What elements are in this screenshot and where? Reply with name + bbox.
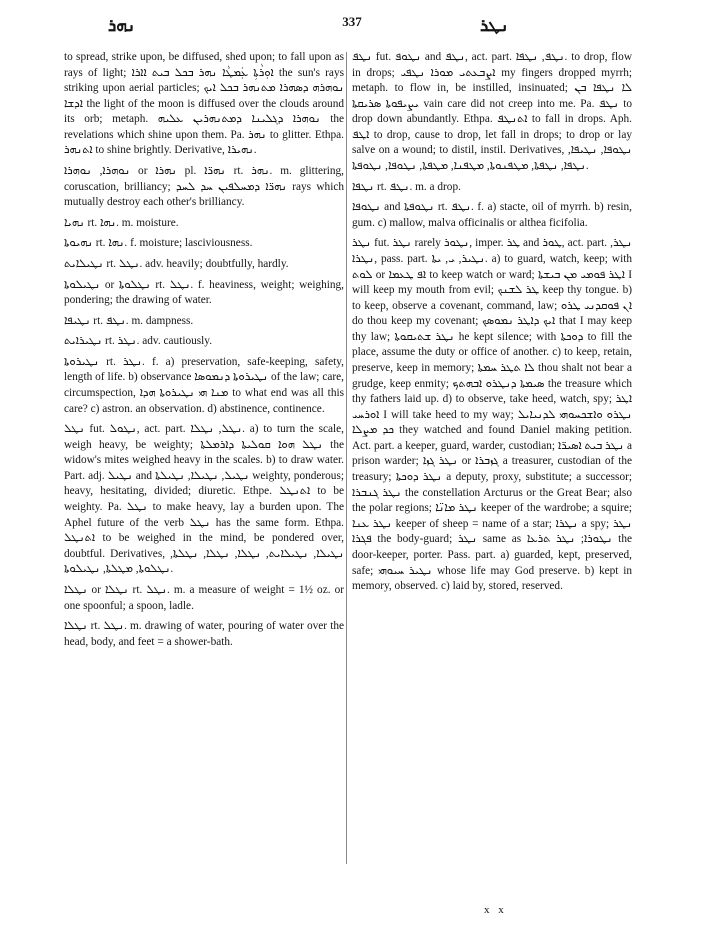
entry-text: ܢܛܦܐ rt. ܢܛܦ. m. a drop. xyxy=(352,180,461,193)
entry-text: ܢܛܦ fut. ܢܛܘܦ and ܢܛܦ, act. part. ܢܛܦ, ܢܛܦܐ. to drop, flow in drops; ܐܨܒܥܬܝ ܡܘܪܐ ܢܛܦܝ my fingers dropped myrrh; metaph. to flow in, be instilled, insinuated; ܠܐ ܢܛܦܐ ܒܢ ܝܨܝܦܘܬܐ ܣܪܝܩܬܐ vain care did not creep into me. Pa. ܢܛܦ to drop down abundantly. Ethpa. ܐܬܢܛܦ to fall in drops. Aph. ܐܛܦ to drop, cause to drop, let fall in drops; to drop or lay salve on a wound; to distil, instil. Derivatives, ܢܛܘܦܐ, ܢܛܝܦܐ, ܢܛܦܐ, ܢܛܦܬܐ, ܡܛܦܢܘܬܐ, ܡܛܦܢܐ, ܡܛܦܬܐ, ܢܛܘܦܐ, ܢܛܘܦܬܐ. xyxy=(352,51,632,173)
entry-text: ܢܛܝܠܐܝܬ rt. ܢܛܠ. adv. heavily; doubtfully, hardly. xyxy=(64,257,289,270)
entry-text: ܢܛܠܐ rt. ܢܛܠ. m. drawing of water, pouring of water over the head, body, and feet = a shower-bath. xyxy=(64,620,344,648)
entry-text: ܢܛܝܪܐܝܬ rt. ܢܛܪ. adv. cautiously. xyxy=(64,335,213,348)
entry-text: to spread, strike upon, be diffused, shed upon; to fall upon as rays of light; ܐܘܼܪܵܬܼܐ ܥܲܡܛܵܐ ܢܗܪ ܒܟܠ ܒܝܬ ܐܐܪܐ the sun's rays striking upon aerial particles; ܢܘܗܪܗ ܕܣܗܪܐ ܡܬܢܗܪ ܒܟܠ ܐܝܟ ܐܕܫܐ the light of the moon is diffused over the clouds around its orb; metaph. ܢܘܗܪܐ ܕܓܠܝܢܐ ܕܡܬܢܗܪܝܢ ܥܠܝܗ the revelations which shine upon them. Pa. ܢܗܪ to glitter. Ethpa. ܐܬܢܗܪ to shine brightly. Derivative, ܢܗܝܪܐ. xyxy=(64,51,344,157)
entry-text: ܢܗܝܐ rt. ܢܗܐ. m. moisture. xyxy=(64,216,179,229)
entry-text: ܢܘܗܪܐ, ܢܘܗܪܐ or ܢܗܪܐ pl. ܢܗܪ̈ܐ rt. ܢܗܪ. m. glittering, coruscation, brilliancy; ܢܗܪ̈ܐ ܕܡܚܠܦܝܢ ܚܕ ܠܚܕ rays which mutually destroy each other's brilliancy. xyxy=(64,165,344,209)
right-column xyxy=(352,50,632,600)
header-left-headword: ܢܗܪ xyxy=(108,16,136,36)
entry-text: ܢܛܝܠܘܬܐ or ܢܛܠܘܬܐ rt. ܢܛܠ. f. heaviness, weight; weighing, pondering; the drawing of water. xyxy=(64,278,345,307)
page-number: 337 xyxy=(342,14,362,29)
entry-text: ܢܛܠܐ or ܢܛܠܐ rt. ܢܛܠ. m. a measure of weight = 1½ oz. or one spoonful; a spoon, ladle. xyxy=(64,583,345,612)
entry-text: ܢܛܠ fut. ܢܛܘܠ, act. part. ܢܛܠ, ܢܛܠܐ. a) to turn the scale, weigh heavy, be weighty; ܢܛܠ ܗܘܐ ܩܘܠܝܬܐ ܕܐܪܡܠܬܐ the widow's mites weighed heavy in the scales. b) to draw water. Part. adj. ܢܛܝܠ and ܢܛܝܠ, ܢܛܝܠܐ, ܢܛܝܠܬܐ weighty, ponderous; heavy, hesitating, divided; diuretic. Ethpe. ܐܬܢܛܠ to be weighty. Pa. ܢܛܠ to make heavy, lay a burden upon. The Aphel future of the verb ܢܛܠ has the same form. Ethpa. ܐܬܢܛܠ to be weighed in the mind, be pondered over, doubtful. Derivatives, ܢܛܝܠܐ, ܢܛܝܠܐܝܬ, ܢܛܠܐ, ܢܛܠܐ, ܢܛܠܬܐ, ܢܛܠܘܬܐ, ܡܛܠܬܐ, ܢܛܝܠܘܬܐ. xyxy=(64,423,344,576)
entry-text: ܢܛܪ fut. ܢܛܪ rarely ܢܛܘܪ, imper. ܛܪ and ܛܘܪ, act. part. ܢܛܪ, ܢܛܪܐ, pass. part. ܢܛܝܪ, ܝ, ܝܬܐ. a) to guard, watch, keep; with ܠܘܬ or ܐܦ ܛܥܡܐ to keep watch or ward; ܐܛܪ ܦܘܡܝ ܡܢ ܒܝܫܬܐ I will keep my mouth from evil; ܛܪ ܠܫܢܟ keep thy tongue. b) to keep, observe a covenant, command, law; ܐܢ ܦܘܩܕܢܝ ܛܪܘ do thou keep my covenant; ܐܝܟ ܕܐܛܪ ܢܡܘܣܟ that I may keep thy law; ܢܛܪ ܫܬܝܩܘܬܐ he kept silence; with ܕܘܟܬܐ to fill the place, assume the duty or office of another. c) to keep, retain, preserve, keep in memory; ܠܐ ܬܛܪ ܚܡܬܐ thou shalt not bear a grudge, keep enmity; ܣܝܡܬܐ ܕܢܛܪܘ ܐܒܗܬܟ the treasure which thy fathers laid up. d) to observe, take heed, watch, spy; ܐܛܪ ܐܘܪܚܝ I will take heed to my way; ܢܛܪܘ ܘܐܫܟܚܘܗܝ ܠܕܢܝܐܝܠ ܟܕ ܡܨܠܐ they watched and found Daniel making petition. Act. part. a keeper, guard, warder, custodian; ܢܛܪ ܒܝܬ ܐܣܝܪ̈ܐ a prison warder; ܢܛܪ ܓܙܐ or ܓܙܒܪܐ a treasurer, custodian of the treasury; ܢܛܪ ܕܘܟܬܐ a deputy, proxy, substitute; a successor; ܢܛܪ ܓܢܒܪܐ the constellation Arcturus or the Great Bear; also the polar regions; ܢܛܪ ܡܐܢ̈ܐ keeper of the wardrobe; a squire; ܢܛܪ ܥܢܐ keeper of sheep = name of a star; ܢܛܪܐ a spy; ܢܛܪ ܦܓܪܐ the body-guard; ܢܛܪ same as ܢܛܘܪܐ; ܢܛܪ ܬܪܥܐ the door-keeper, porter. Pass. part. a) guarded, kept, preserved, safe; ܢܛܝܪ ܚܝܘܗܝ whose life may God preserve. b) kept in memory, observed. c) laid by, stored, reserved. xyxy=(352,237,633,593)
header-right-headword: ܢܛܪ xyxy=(480,16,509,36)
entry-text: ܢܗܝܘܬܐ rt. ܢܗܐ. f. moisture; lasciviousness. xyxy=(64,237,253,250)
signature-mark: x x xyxy=(484,904,507,916)
entry-text: ܢܛܝܦܐ rt. ܢܛܦ. m. dampness. xyxy=(64,314,194,327)
column-divider xyxy=(346,52,347,864)
page-header xyxy=(0,10,704,50)
left-column xyxy=(64,50,344,655)
entry-text: ܢܛܝܪܘܬܐ rt. ܢܛܪ. f. a) preservation, safe-keeping, safety, length of life. b) observance ܢܛܝܪܘܬܐ ܕܢܡܘܣܐ of the law; care, circumspection, ܡܢܐ ܗܝ ܢܛܝܪܘܬܐ ܗܕܐ to what end was all this care? c) astron. an observation. d) abstinence, continence. xyxy=(64,355,345,415)
entry-text: ܢܛܘܦܐ and ܢܛܘܦܬܐ rt. ܢܛܦ. f. a) stacte, oil of myrrh. b) resin, gum. c) mallow, malva officinalis or althea ficifolia. xyxy=(352,201,632,229)
